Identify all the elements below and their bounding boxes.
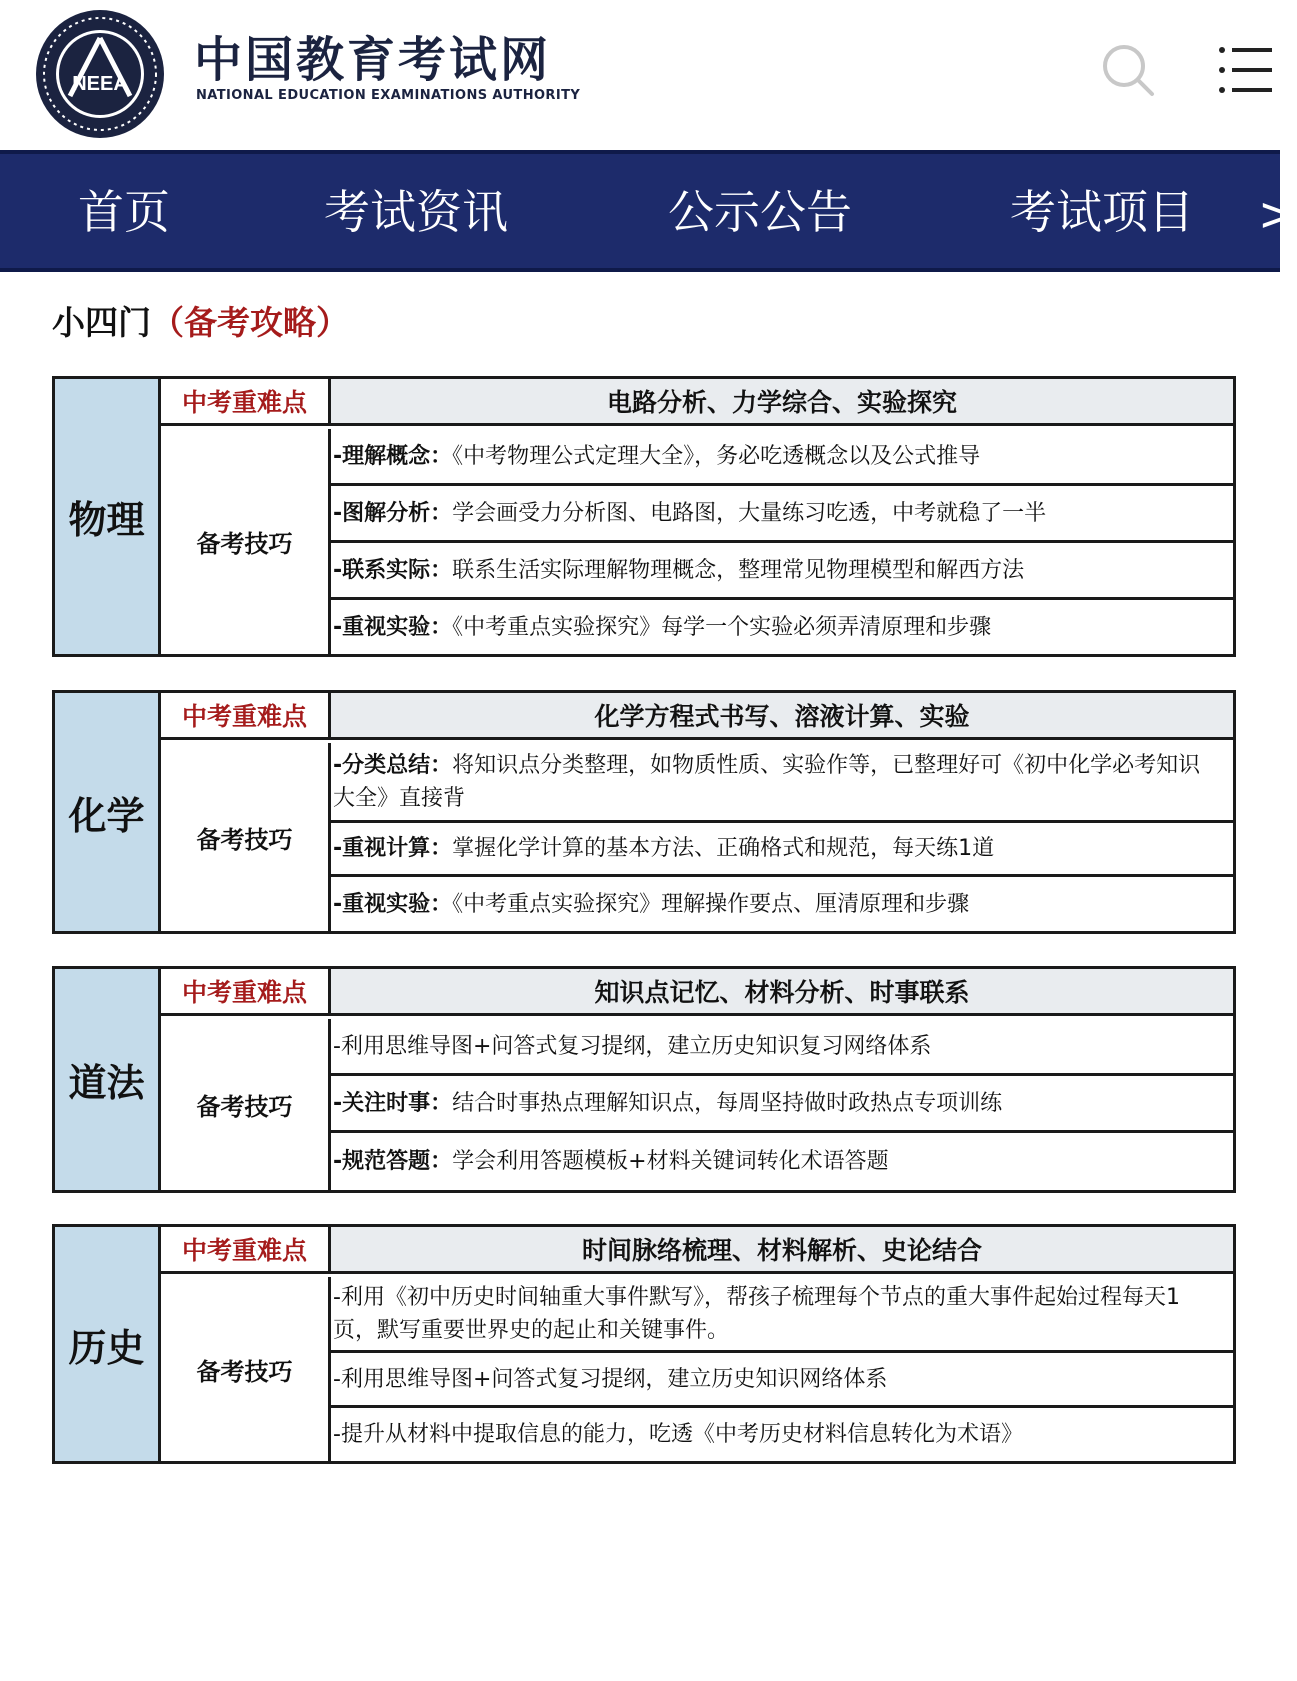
tip-item: -重视实验：《中考重点实验探究》每学一个实验必须弄清原理和步骤 xyxy=(333,614,992,640)
tips-label: 备考技巧 xyxy=(161,429,331,654)
neea-logo[interactable] xyxy=(34,8,166,140)
nav-item-home[interactable]: 首页 xyxy=(78,185,170,239)
tip-item: -利用思维导图+问答式复习提纲，建立历史知识网络体系 xyxy=(331,1353,1233,1408)
subject-name: 历史 xyxy=(55,1227,161,1461)
difficulty-row xyxy=(161,969,1233,1016)
subject-table-history xyxy=(52,1224,1236,1464)
nav-item-exam-news[interactable]: 考试资讯 xyxy=(324,185,508,239)
page-title-paren: （备考攻略） xyxy=(151,303,349,342)
tip-item: -分类总结：将知识点分类整理，如物质性质、实验作等，已整理好可《初中化学必考知识大全》直接背 xyxy=(331,743,1233,823)
difficulty-label: 中考重难点 xyxy=(161,379,331,423)
tip-item: -重视实验：《中考重点实验探究》理解操作要点、厘清原理和步骤 xyxy=(333,891,970,917)
difficulty-value: 时间脉络梳理、材料解析、史论结合 xyxy=(331,1227,1233,1271)
page-title xyxy=(52,300,349,346)
subject-name: 道法 xyxy=(55,969,161,1190)
subject-name: 化学 xyxy=(55,693,161,931)
tips-list xyxy=(331,429,1233,654)
nav-more-arrow-icon[interactable]: > xyxy=(1258,187,1297,241)
difficulty-value: 知识点记忆、材料分析、时事联系 xyxy=(331,969,1233,1013)
difficulty-label: 中考重难点 xyxy=(161,693,331,737)
tip-item: -提升从材料中提取信息的能力，吃透《中考历史材料信息转化为术语》 xyxy=(333,1422,1023,1447)
tip-item: -理解概念：《中考物理公式定理大全》，务必吃透概念以及公式推导 xyxy=(331,429,1233,486)
subject-name: 物理 xyxy=(55,379,161,654)
menu-icon[interactable] xyxy=(1216,40,1276,100)
tip-item: -重视计算：掌握化学计算的基本方法、正确格式和规范，每天练1道 xyxy=(331,823,1233,877)
tip-item: -图解分析：学会画受力分析图、电路图，大量练习吃透，中考就稳了一半 xyxy=(331,486,1233,543)
page-title-main: 小四门 xyxy=(52,303,151,342)
difficulty-label: 中考重难点 xyxy=(161,969,331,1013)
difficulty-label: 中考重难点 xyxy=(161,1227,331,1271)
tips-list xyxy=(331,1277,1233,1461)
subject-table-physics xyxy=(52,376,1236,657)
tip-item: -规范答题：学会利用答题模板+材料关键词转化术语答题 xyxy=(333,1149,889,1174)
tip-item: -利用《初中历史时间轴重大事件默写》，帮孩子梳理每个节点的重大事件起始过程每天1页，默写重要世界史的起止和关键事件。 xyxy=(331,1277,1233,1353)
site-header xyxy=(0,0,1280,150)
nav-item-announcements[interactable]: 公示公告 xyxy=(668,185,852,239)
difficulty-value: 电路分析、力学综合、实验探究 xyxy=(331,379,1233,423)
tip-item: -关注时事：结合时事热点理解知识点，每周坚持做时政热点专项训练 xyxy=(331,1076,1233,1133)
site-title: 中国教育考试网 xyxy=(194,32,552,88)
main-nav xyxy=(0,150,1297,272)
svg-text:NEEA: NEEA xyxy=(72,73,128,95)
tip-item: -利用思维导图+问答式复习提纲，建立历史知识复习网络体系 xyxy=(331,1019,1233,1076)
subject-table-morality-law xyxy=(52,966,1236,1193)
nav-item-exam-projects[interactable]: 考试项目 xyxy=(1010,185,1194,239)
difficulty-row xyxy=(161,693,1233,740)
difficulty-row xyxy=(161,379,1233,426)
tips-list xyxy=(331,1019,1233,1190)
site-subtitle: NATIONAL EDUCATION EXAMINATIONS AUTHORITY xyxy=(196,88,581,103)
tips-label: 备考技巧 xyxy=(161,1277,331,1461)
tips-label: 备考技巧 xyxy=(161,743,331,931)
difficulty-row xyxy=(161,1227,1233,1274)
difficulty-value: 化学方程式书写、溶液计算、实验 xyxy=(331,693,1233,737)
tip-item: -联系实际：联系生活实际理解物理概念，整理常见物理模型和解西方法 xyxy=(331,543,1233,600)
tips-label: 备考技巧 xyxy=(161,1019,331,1190)
tips-list xyxy=(331,743,1233,931)
search-icon[interactable] xyxy=(1098,40,1158,100)
subject-table-chemistry xyxy=(52,690,1236,934)
